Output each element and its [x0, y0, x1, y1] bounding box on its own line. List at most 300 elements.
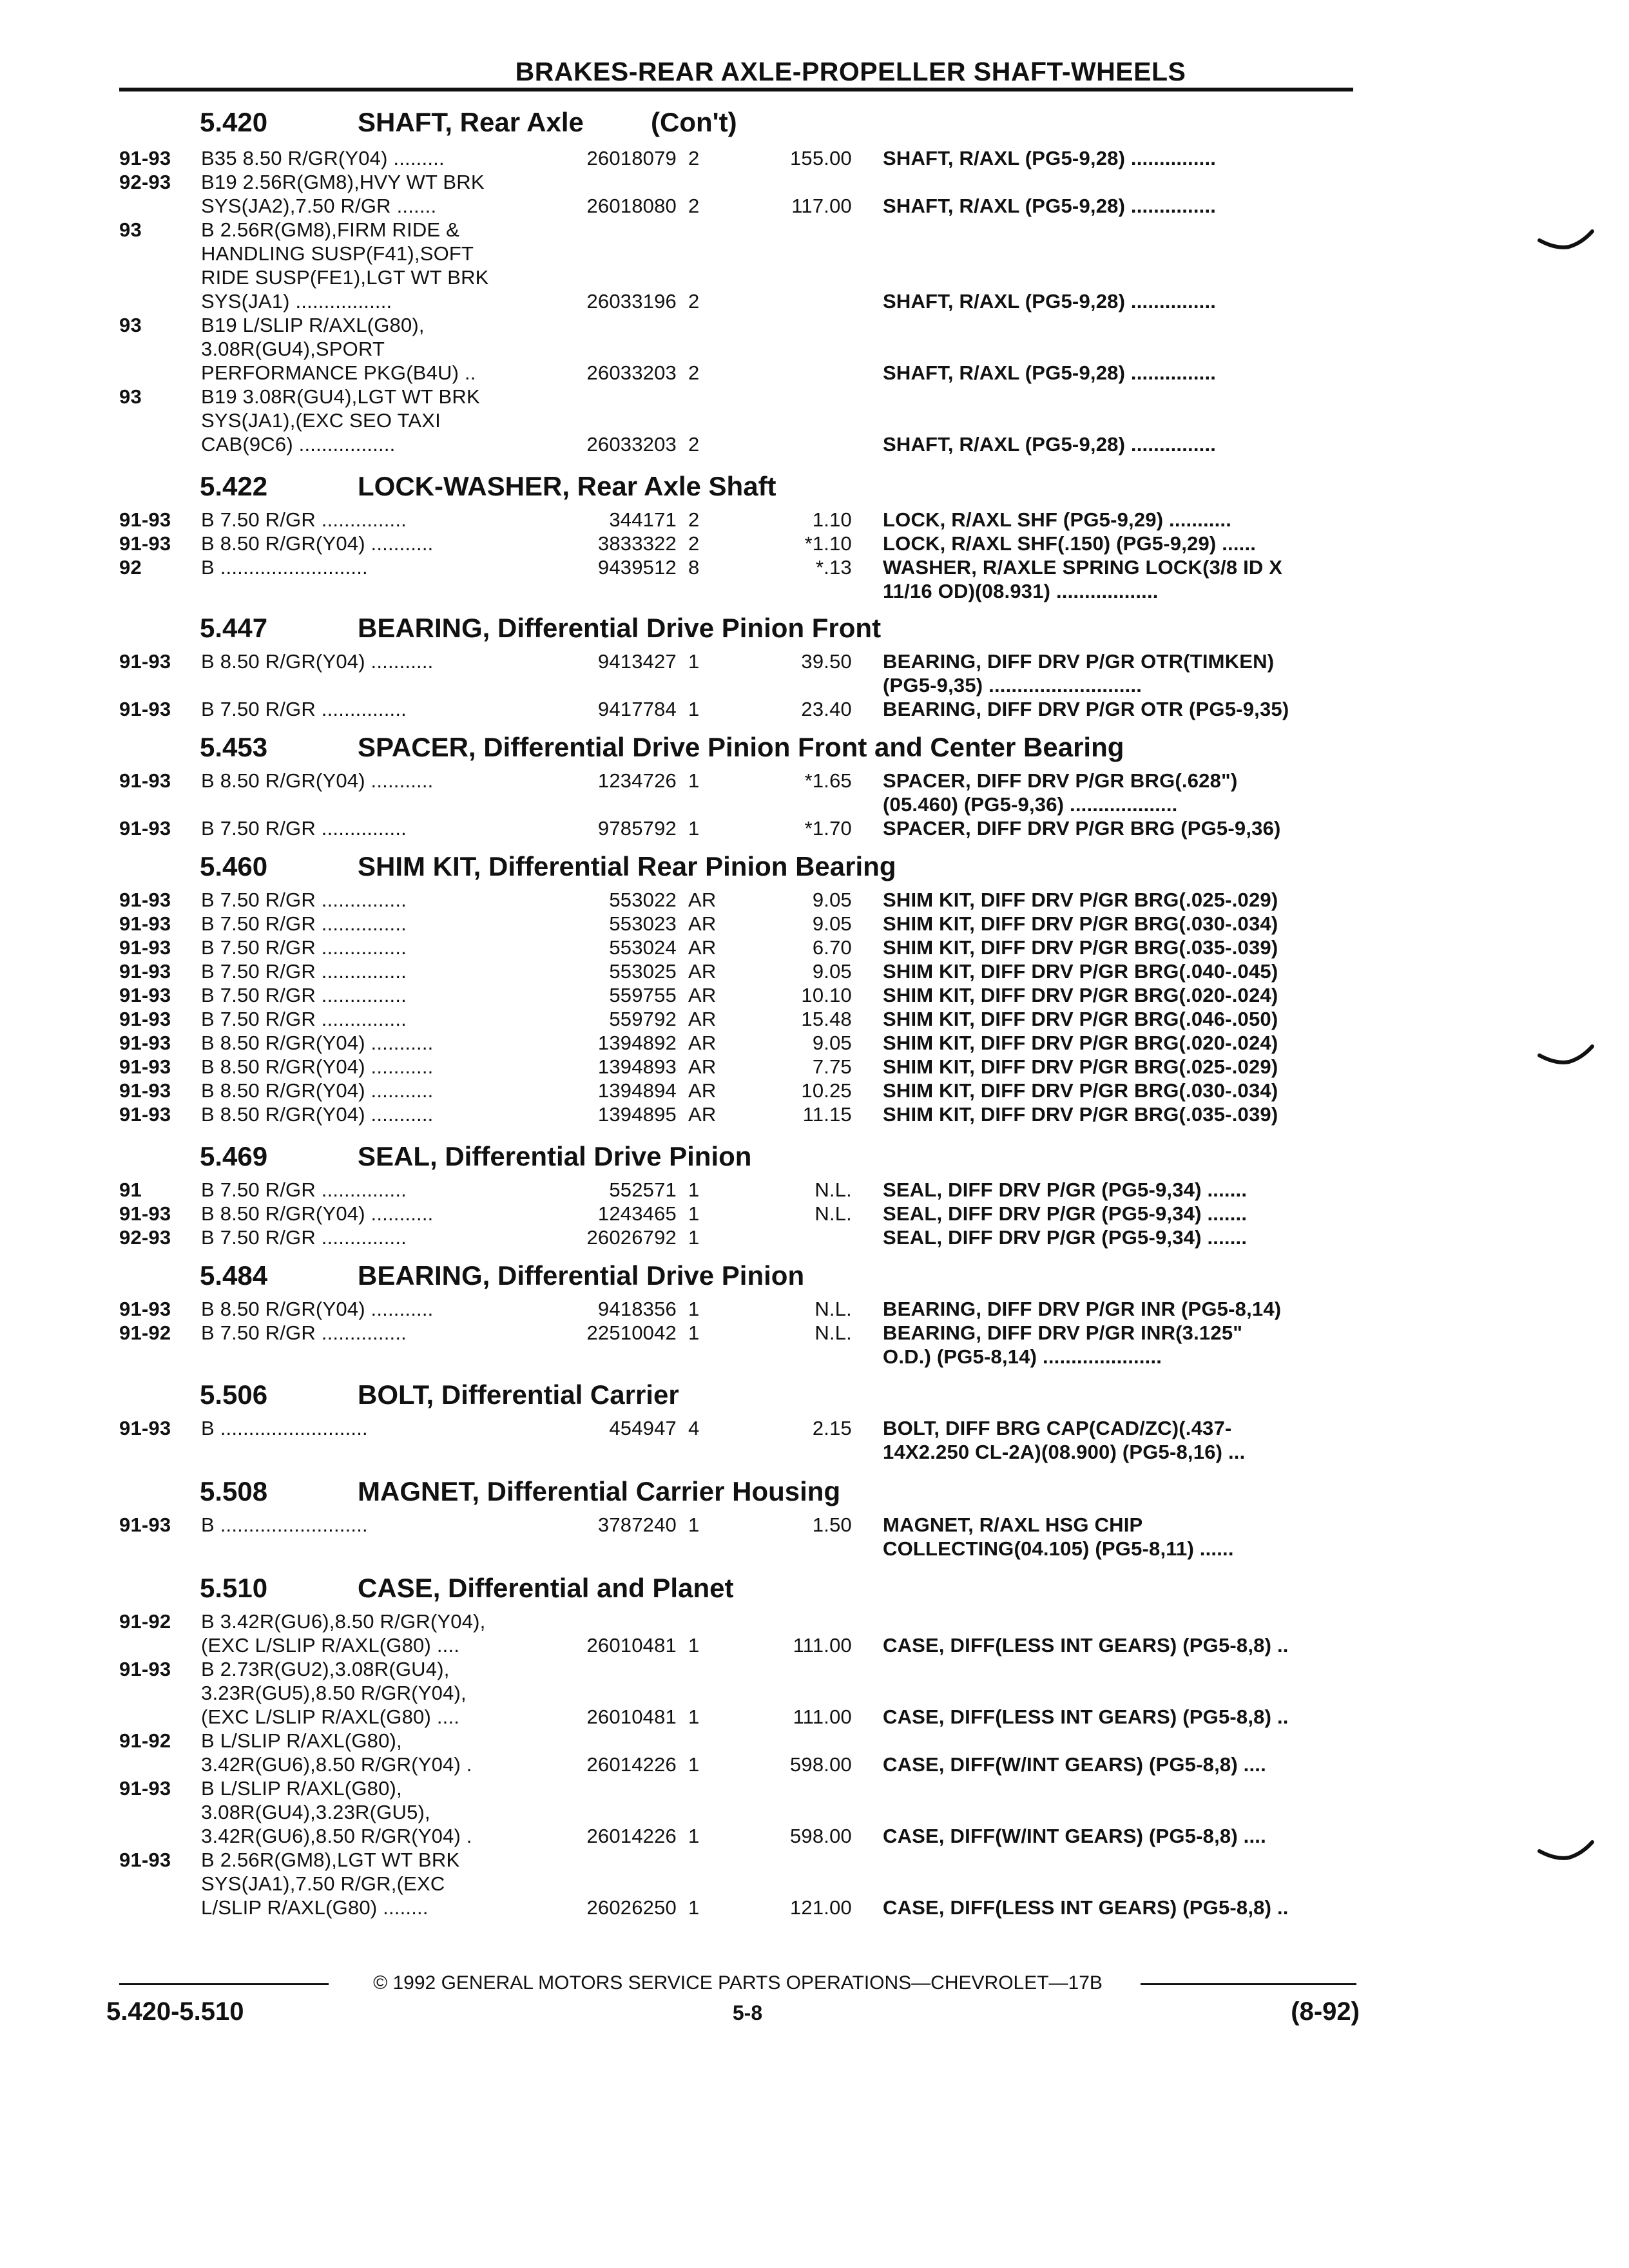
- quantity: 2: [688, 508, 700, 531]
- price: 1.50: [812, 1514, 852, 1536]
- application: B 7.50 R/GR ...............: [201, 889, 407, 911]
- part-number: 26010481: [586, 1634, 677, 1657]
- description: SHIM KIT, DIFF DRV P/GR BRG(.030-.034): [883, 1079, 1278, 1102]
- table-row: [0, 1681, 1629, 1705]
- part-number: 26033203: [586, 361, 677, 384]
- application: B19 2.56R(GM8),HVY WT BRK: [201, 171, 485, 193]
- application: SYS(JA1),7.50 R/GR,(EXC: [201, 1872, 445, 1895]
- table-row: [0, 769, 1629, 793]
- quantity: AR: [688, 984, 717, 1006]
- description: BOLT, DIFF BRG CAP(CAD/ZC)(.437-: [883, 1417, 1232, 1439]
- price: N.L.: [815, 1321, 852, 1344]
- description: (05.460) (PG5-9,36) ...................: [883, 793, 1178, 816]
- quantity: 1: [688, 1226, 700, 1249]
- description: SEAL, DIFF DRV P/GR (PG5-9,34) .......: [883, 1202, 1248, 1225]
- part-number: 1394895: [597, 1103, 677, 1126]
- description: BEARING, DIFF DRV P/GR INR (PG5-8,14): [883, 1298, 1282, 1320]
- table-row: [0, 432, 1629, 456]
- table-row: [0, 242, 1629, 265]
- application: RIDE SUSP(FE1),LGT WT BRK: [201, 266, 489, 289]
- description: BEARING, DIFF DRV P/GR OTR(TIMKEN): [883, 650, 1275, 673]
- table-row: [0, 194, 1629, 218]
- model-years: 91-93: [119, 1032, 171, 1054]
- quantity: AR: [688, 960, 717, 983]
- application: B 7.50 R/GR ...............: [201, 698, 407, 720]
- table-row: [0, 983, 1629, 1007]
- section-title: CASE, Differential and Planet: [358, 1573, 734, 1603]
- quantity: 1: [688, 769, 700, 792]
- part-number: 553023: [609, 912, 677, 935]
- description: SEAL, DIFF DRV P/GR (PG5-9,34) .......: [883, 1226, 1248, 1249]
- footer-section-range: 5.420-5.510: [106, 1997, 244, 2026]
- table-row: [0, 1416, 1629, 1440]
- price: 9.05: [812, 889, 852, 911]
- table-row: [0, 1753, 1629, 1776]
- section-title: SHIM KIT, Differential Rear Pinion Bearing: [358, 851, 896, 881]
- description: CASE, DIFF(LESS INT GEARS) (PG5-8,8) ..: [883, 1896, 1289, 1919]
- price: *1.10: [804, 532, 852, 555]
- part-number: 9417784: [597, 698, 677, 720]
- application: (EXC L/SLIP R/AXL(G80) ....: [201, 1706, 460, 1728]
- model-years: 91-93: [119, 1079, 171, 1102]
- price: 23.40: [801, 698, 852, 720]
- quantity: 4: [688, 1417, 700, 1439]
- model-years: 91-93: [119, 936, 171, 959]
- price: 598.00: [789, 1825, 852, 1847]
- quantity: 1: [688, 650, 700, 673]
- price: 117.00: [791, 195, 852, 217]
- quantity: 2: [688, 532, 700, 555]
- part-number: 1394893: [597, 1055, 677, 1078]
- part-number: 553025: [609, 960, 677, 983]
- quantity: AR: [688, 1055, 717, 1078]
- quantity: 2: [688, 290, 700, 312]
- section-number: 5.447: [200, 613, 268, 643]
- model-years: 93: [119, 218, 142, 241]
- application: B 7.50 R/GR ...............: [201, 984, 407, 1006]
- application: 3.42R(GU6),8.50 R/GR(Y04) .: [201, 1753, 472, 1776]
- table-row: [0, 1537, 1629, 1561]
- application: B19 L/SLIP R/AXL(G80),: [201, 314, 425, 336]
- page-title: BRAKES-REAR AXLE-PROPELLER SHAFT-WHEELS: [515, 57, 1186, 86]
- application: B 2.56R(GM8),FIRM RIDE &: [201, 218, 459, 241]
- section-number: 5.510: [200, 1573, 268, 1603]
- section-number: 5.506: [200, 1379, 268, 1410]
- table-row: [0, 289, 1629, 313]
- model-years: 91-93: [119, 1103, 171, 1126]
- check-mark-icon: [1537, 229, 1595, 255]
- price: 1.10: [812, 508, 852, 531]
- section-title: BOLT, Differential Carrier: [358, 1379, 679, 1410]
- price: *1.65: [804, 769, 852, 792]
- application: B L/SLIP R/AXL(G80),: [201, 1777, 402, 1800]
- table-row: [0, 408, 1629, 432]
- description: SHIM KIT, DIFF DRV P/GR BRG(.035-.039): [883, 936, 1278, 959]
- table-row: [0, 1872, 1629, 1896]
- application: L/SLIP R/AXL(G80) ........: [201, 1896, 429, 1919]
- table-row: [0, 218, 1629, 242]
- quantity: AR: [688, 889, 717, 911]
- table-row: [0, 337, 1629, 361]
- quantity: 1: [688, 698, 700, 720]
- model-years: 91-93: [119, 1514, 171, 1536]
- table-row: [0, 1102, 1629, 1126]
- description: SHAFT, R/AXL (PG5-9,28) ...............: [883, 361, 1217, 384]
- application: 3.08R(GU4),SPORT: [201, 338, 385, 360]
- price: 111.00: [793, 1634, 852, 1657]
- application: B ..........................: [201, 1514, 368, 1536]
- part-number: 559755: [609, 984, 677, 1006]
- part-number: 22510042: [586, 1321, 677, 1344]
- quantity: 1: [688, 1202, 700, 1225]
- table-row: [0, 313, 1629, 337]
- model-years: 91-93: [119, 817, 171, 840]
- quantity: 1: [688, 817, 700, 840]
- model-years: 91-92: [119, 1321, 171, 1344]
- section-number: 5.422: [200, 471, 268, 501]
- description: LOCK, R/AXL SHF(.150) (PG5-9,29) ......: [883, 532, 1257, 555]
- price: 111.00: [793, 1706, 852, 1728]
- table-row: [0, 1007, 1629, 1031]
- part-number: 1394892: [597, 1032, 677, 1054]
- quantity: AR: [688, 912, 717, 935]
- quantity: 1: [688, 1753, 700, 1776]
- section-title: SHAFT, Rear Axle: [358, 107, 584, 137]
- section-number: 5.484: [200, 1260, 268, 1291]
- footer-copyright: © 1992 GENERAL MOTORS SERVICE PARTS OPERATIONS—CHEVROLET—17B: [373, 1972, 1103, 1994]
- quantity: 2: [688, 361, 700, 384]
- table-row: [0, 361, 1629, 385]
- model-years: 91-93: [119, 1658, 171, 1680]
- application: 3.08R(GU4),3.23R(GU5),: [201, 1801, 430, 1823]
- model-years: 91-93: [119, 769, 171, 792]
- part-number: 26026250: [586, 1896, 677, 1919]
- model-years: 91-92: [119, 1729, 171, 1752]
- table-row: [0, 912, 1629, 936]
- quantity: 1: [688, 1706, 700, 1728]
- price: 6.70: [812, 936, 852, 959]
- price: N.L.: [815, 1178, 852, 1201]
- description: SHIM KIT, DIFF DRV P/GR BRG(.046-.050): [883, 1008, 1278, 1030]
- price: 15.48: [801, 1008, 852, 1030]
- section-number: 5.420: [200, 107, 268, 137]
- price: *.13: [816, 556, 852, 579]
- description: O.D.) (PG5-8,14) .....................: [883, 1345, 1162, 1368]
- quantity: 2: [688, 433, 700, 456]
- description: SHIM KIT, DIFF DRV P/GR BRG(.040-.045): [883, 960, 1278, 983]
- part-number: 26018079: [586, 147, 677, 169]
- model-years: 91-93: [119, 1777, 171, 1800]
- table-row: [0, 888, 1629, 912]
- model-years: 93: [119, 385, 142, 408]
- description: WASHER, R/AXLE SPRING LOCK(3/8 ID X: [883, 556, 1283, 579]
- quantity: 1: [688, 1298, 700, 1320]
- part-number: 553024: [609, 936, 677, 959]
- table-row: [0, 1610, 1629, 1633]
- model-years: 91-93: [119, 698, 171, 720]
- description: LOCK, R/AXL SHF (PG5-9,29) ...........: [883, 508, 1232, 531]
- table-row: [0, 508, 1629, 532]
- table-row: [0, 385, 1629, 408]
- price: 9.05: [812, 912, 852, 935]
- description: SHIM KIT, DIFF DRV P/GR BRG(.025-.029): [883, 889, 1278, 911]
- section-continued: (Con't): [651, 107, 737, 137]
- model-years: 91-93: [119, 1008, 171, 1030]
- price: N.L.: [815, 1202, 852, 1225]
- table-row: [0, 1031, 1629, 1055]
- model-years: 91-93: [119, 1298, 171, 1320]
- table-row: [0, 1297, 1629, 1321]
- part-number: 26033196: [586, 290, 677, 312]
- part-number: 552571: [609, 1178, 677, 1201]
- application: B 8.50 R/GR(Y04) ...........: [201, 1202, 434, 1225]
- section-number: 5.469: [200, 1141, 268, 1171]
- section-title: SEAL, Differential Drive Pinion: [358, 1141, 752, 1171]
- quantity: 1: [688, 1825, 700, 1847]
- part-number: 9439512: [597, 556, 677, 579]
- section-title: BEARING, Differential Drive Pinion: [358, 1260, 805, 1291]
- application: B19 3.08R(GU4),LGT WT BRK: [201, 385, 480, 408]
- application: B 7.50 R/GR ...............: [201, 960, 407, 983]
- application: B 8.50 R/GR(Y04) ...........: [201, 532, 434, 555]
- application: B 7.50 R/GR ...............: [201, 1178, 407, 1201]
- part-number: 344171: [609, 508, 677, 531]
- price: N.L.: [815, 1298, 852, 1320]
- section-number: 5.460: [200, 851, 268, 881]
- application: 3.42R(GU6),8.50 R/GR(Y04) .: [201, 1825, 472, 1847]
- price: 121.00: [789, 1896, 852, 1919]
- model-years: 91-93: [119, 889, 171, 911]
- check-mark-icon: [1537, 1840, 1595, 1865]
- table-row: [0, 1513, 1629, 1537]
- application: SYS(JA1) .................: [201, 290, 392, 312]
- model-years: 93: [119, 314, 142, 336]
- application: B 7.50 R/GR ...............: [201, 1226, 407, 1249]
- application: CAB(9C6) .................: [201, 433, 396, 456]
- part-number: 26014226: [586, 1825, 677, 1847]
- table-row: [0, 1776, 1629, 1800]
- table-row: [0, 579, 1629, 603]
- description: CASE, DIFF(W/INT GEARS) (PG5-8,8) ....: [883, 1825, 1266, 1847]
- table-row: [0, 816, 1629, 840]
- part-number: 26018080: [586, 195, 677, 217]
- section-number: 5.508: [200, 1476, 268, 1506]
- application: B 2.56R(GM8),LGT WT BRK: [201, 1849, 460, 1871]
- footer-page-number: 5-8: [732, 2001, 763, 2024]
- description: CASE, DIFF(LESS INT GEARS) (PG5-8,8) ..: [883, 1706, 1289, 1728]
- price: 598.00: [789, 1753, 852, 1776]
- model-years: 91-93: [119, 508, 171, 531]
- application: 3.23R(GU5),8.50 R/GR(Y04),: [201, 1682, 467, 1704]
- section-title: LOCK-WASHER, Rear Axle Shaft: [358, 471, 776, 501]
- application: B 8.50 R/GR(Y04) ...........: [201, 650, 434, 673]
- part-number: 1394894: [597, 1079, 677, 1102]
- table-row: [0, 1055, 1629, 1079]
- table-row: [0, 793, 1629, 816]
- table-row: [0, 1321, 1629, 1345]
- table-row: [0, 1225, 1629, 1249]
- footer-date: (8-92): [1291, 1997, 1360, 2026]
- part-number: 26010481: [586, 1706, 677, 1728]
- model-years: 91-93: [119, 1849, 171, 1871]
- quantity: 1: [688, 1634, 700, 1657]
- description: SHAFT, R/AXL (PG5-9,28) ...............: [883, 433, 1217, 456]
- description: CASE, DIFF(W/INT GEARS) (PG5-8,8) ....: [883, 1753, 1266, 1776]
- table-row: [0, 936, 1629, 959]
- part-number: 26026792: [586, 1226, 677, 1249]
- quantity: 1: [688, 1514, 700, 1536]
- table-row: [0, 1896, 1629, 1919]
- table-row: [0, 673, 1629, 697]
- application: B35 8.50 R/GR(Y04) .........: [201, 147, 445, 169]
- application: HANDLING SUSP(F41),SOFT: [201, 242, 474, 265]
- section-title: SPACER, Differential Drive Pinion Front and Center Bearing: [358, 732, 1124, 762]
- quantity: AR: [688, 1032, 717, 1054]
- model-years: 91-93: [119, 650, 171, 673]
- price: 7.75: [812, 1055, 852, 1078]
- description: (PG5-9,35) ...........................: [883, 674, 1142, 697]
- table-row: [0, 959, 1629, 983]
- part-number: 553022: [609, 889, 677, 911]
- table-row: [0, 1440, 1629, 1464]
- application: B 8.50 R/GR(Y04) ...........: [201, 1032, 434, 1054]
- description: BEARING, DIFF DRV P/GR INR(3.125": [883, 1321, 1243, 1344]
- quantity: 2: [688, 195, 700, 217]
- footer-rule-left: [119, 1983, 329, 1985]
- price: *1.70: [804, 817, 852, 840]
- part-number: 3833322: [597, 532, 677, 555]
- application: B 7.50 R/GR ...............: [201, 817, 407, 840]
- section-title: BEARING, Differential Drive Pinion Front: [358, 613, 882, 643]
- price: 9.05: [812, 960, 852, 983]
- table-row: [0, 146, 1629, 170]
- model-years: 91-93: [119, 960, 171, 983]
- application: B 3.42R(GU6),8.50 R/GR(Y04),: [201, 1610, 486, 1633]
- quantity: 1: [688, 1178, 700, 1201]
- description: SHIM KIT, DIFF DRV P/GR BRG(.035-.039): [883, 1103, 1278, 1126]
- part-number: 9418356: [597, 1298, 677, 1320]
- part-number: 559792: [609, 1008, 677, 1030]
- application: B 7.50 R/GR ...............: [201, 936, 407, 959]
- price: 9.05: [812, 1032, 852, 1054]
- section-title: MAGNET, Differential Carrier Housing: [358, 1476, 841, 1506]
- part-number: 9785792: [597, 817, 677, 840]
- application: B L/SLIP R/AXL(G80),: [201, 1729, 402, 1752]
- part-number: 454947: [609, 1417, 677, 1439]
- model-years: 92-93: [119, 171, 171, 193]
- part-number: 3787240: [597, 1514, 677, 1536]
- application: B 8.50 R/GR(Y04) ...........: [201, 1055, 434, 1078]
- quantity: 1: [688, 1896, 700, 1919]
- description: MAGNET, R/AXL HSG CHIP: [883, 1514, 1143, 1536]
- description: SPACER, DIFF DRV P/GR BRG(.628"): [883, 769, 1238, 792]
- application: (EXC L/SLIP R/AXL(G80) ....: [201, 1634, 460, 1657]
- quantity: AR: [688, 1103, 717, 1126]
- table-row: [0, 1705, 1629, 1729]
- description: COLLECTING(04.105) (PG5-8,11) ......: [883, 1537, 1234, 1560]
- part-number: 26014226: [586, 1753, 677, 1776]
- quantity: AR: [688, 1008, 717, 1030]
- application: SYS(JA2),7.50 R/GR .......: [201, 195, 437, 217]
- table-row: [0, 265, 1629, 289]
- table-row: [0, 1729, 1629, 1753]
- table-row: [0, 1202, 1629, 1225]
- description: SPACER, DIFF DRV P/GR BRG (PG5-9,36): [883, 817, 1281, 840]
- table-row: [0, 170, 1629, 194]
- description: 11/16 OD)(08.931) ..................: [883, 580, 1159, 602]
- application: B ..........................: [201, 1417, 368, 1439]
- table-row: [0, 697, 1629, 721]
- model-years: 91-93: [119, 1202, 171, 1225]
- description: CASE, DIFF(LESS INT GEARS) (PG5-8,8) ..: [883, 1634, 1289, 1657]
- table-row: [0, 649, 1629, 673]
- description: SEAL, DIFF DRV P/GR (PG5-9,34) .......: [883, 1178, 1248, 1201]
- description: SHIM KIT, DIFF DRV P/GR BRG(.030-.034): [883, 912, 1278, 935]
- table-row: [0, 1848, 1629, 1872]
- footer-rule-right: [1141, 1983, 1356, 1985]
- description: BEARING, DIFF DRV P/GR OTR (PG5-9,35): [883, 698, 1289, 720]
- application: SYS(JA1),(EXC SEO TAXI: [201, 409, 441, 432]
- model-years: 91-92: [119, 1610, 171, 1633]
- table-row: [0, 532, 1629, 555]
- application: B 8.50 R/GR(Y04) ...........: [201, 1298, 434, 1320]
- application: B 8.50 R/GR(Y04) ...........: [201, 769, 434, 792]
- description: SHAFT, R/AXL (PG5-9,28) ...............: [883, 195, 1217, 217]
- application: B 7.50 R/GR ...............: [201, 508, 407, 531]
- part-number: 1234726: [597, 769, 677, 792]
- quantity: AR: [688, 1079, 717, 1102]
- model-years: 91-93: [119, 1417, 171, 1439]
- table-row: [0, 555, 1629, 579]
- quantity: AR: [688, 936, 717, 959]
- part-number: 1243465: [597, 1202, 677, 1225]
- application: B 8.50 R/GR(Y04) ...........: [201, 1103, 434, 1126]
- section-number: 5.453: [200, 732, 268, 762]
- model-years: 92: [119, 556, 142, 579]
- description: SHAFT, R/AXL (PG5-9,28) ...............: [883, 290, 1217, 312]
- quantity: 8: [688, 556, 700, 579]
- table-row: [0, 1178, 1629, 1202]
- price: 10.25: [801, 1079, 852, 1102]
- model-years: 91-93: [119, 984, 171, 1006]
- application: B 7.50 R/GR ...............: [201, 912, 407, 935]
- description: SHIM KIT, DIFF DRV P/GR BRG(.020-.024): [883, 1032, 1278, 1054]
- application: B 7.50 R/GR ...............: [201, 1321, 407, 1344]
- application: B 2.73R(GU2),3.08R(GU4),: [201, 1658, 450, 1680]
- price: 2.15: [812, 1417, 852, 1439]
- quantity: 1: [688, 1321, 700, 1344]
- description: SHIM KIT, DIFF DRV P/GR BRG(.025-.029): [883, 1055, 1278, 1078]
- price: 155.00: [789, 147, 852, 169]
- description: SHIM KIT, DIFF DRV P/GR BRG(.020-.024): [883, 984, 1278, 1006]
- model-years: 91-93: [119, 147, 171, 169]
- model-years: 91: [119, 1178, 142, 1201]
- description: 14X2.250 CL-2A)(08.900) (PG5-8,16) ...: [883, 1441, 1246, 1463]
- model-years: 91-93: [119, 912, 171, 935]
- table-row: [0, 1657, 1629, 1681]
- header-rule: [119, 88, 1353, 91]
- application: B 8.50 R/GR(Y04) ...........: [201, 1079, 434, 1102]
- table-row: [0, 1800, 1629, 1824]
- price: 39.50: [801, 650, 852, 673]
- part-number: 9413427: [597, 650, 677, 673]
- part-number: 26033203: [586, 433, 677, 456]
- table-row: [0, 1824, 1629, 1848]
- model-years: 91-93: [119, 1055, 171, 1078]
- price: 11.15: [802, 1103, 852, 1126]
- application: B 7.50 R/GR ...............: [201, 1008, 407, 1030]
- application: PERFORMANCE PKG(B4U) ..: [201, 361, 476, 384]
